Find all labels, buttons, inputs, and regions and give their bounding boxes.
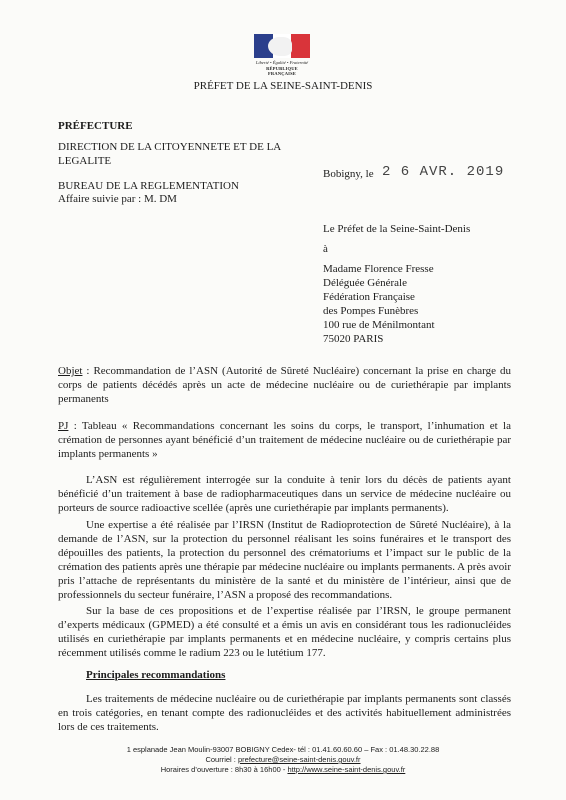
affaire-label: Affaire suivie par : <box>58 193 142 205</box>
footer <box>0 745 566 775</box>
section-title: Principales recommandations <box>86 669 226 681</box>
prefet-heading: PRÉFET DE LA SEINE-SAINT-DENIS <box>193 80 373 92</box>
body-paragraph-2: Une expertise a été réalisée par l’IRSN (Institut de Radioprotection de Sûreté Nucléaire), à la demande de l’ASN, sur la protection du personnel réalisant les soins funéraires et le transport des dépouilles des patients, la protection du personnel des crématoriums et l’impact sur le public de la crémation des patients après une thérapie par médecine nucléaire ou implants permanents. A près avoir pris l’attache de représentants du ministère de la santé et du ministère de l’intérieur, ainsi que de professionnels du secteur funéraire, l’ASN a proposé des recommandations. <box>58 519 511 601</box>
pj-text: : Tableau « Recommandations concernant les soins du corps, le transport, l’inhumation et la crémation de personnes ayant bénéficié d’un traitement de médecine nucléaire ou de curiethérapie par implants permanents » <box>58 420 511 460</box>
horaires-value: 8h30 à 16h00 - <box>234 765 286 774</box>
footer-courriel <box>0 755 566 765</box>
address-line: Fédération Française <box>323 291 415 303</box>
courriel-label: Courriel : <box>205 755 236 764</box>
tricolor-flag-icon <box>254 34 310 58</box>
objet-label: Objet <box>58 365 83 377</box>
section-paragraph: Les traitements de médecine nucléaire ou de curiethérapie par implants permanents sont classés en trois catégories, en tenant compte des radionucléides et des activités habituellement administrées lors de ces traitements. <box>58 693 511 733</box>
address-line: des Pompes Funèbres <box>323 305 419 317</box>
recipient-address <box>323 262 435 346</box>
marianne-logo <box>254 34 310 76</box>
horaires-label: Horaires d’ouverture : <box>160 765 233 774</box>
objet-paragraph <box>58 364 511 406</box>
address-line: Madame Florence Fresse <box>323 263 434 275</box>
a-line: à <box>323 243 328 255</box>
date-place: Bobigny, le <box>323 168 374 180</box>
republique-francaise-label: RÉPUBLIQUE FRANÇAISE <box>266 66 298 76</box>
address-line: Déléguée Générale <box>323 277 407 289</box>
website-link[interactable]: http://www.seine-saint-denis.gouv.fr <box>287 765 406 774</box>
footer-horaires <box>0 765 566 775</box>
bureau-label: BUREAU DE LA REGLEMENTATION <box>58 180 239 192</box>
objet-text: : Recommandation de l’ASN (Autorité de Sûreté Nucléaire) concernant la prise en charge du corps de patients décédés après un acte de médecine nucléaire ou de curiethérapie par implants permanents <box>58 365 511 405</box>
date-stamp: 2 6 AVR. 2019 <box>382 164 505 180</box>
prefecture-label: PRÉFECTURE <box>58 120 133 132</box>
address-line: 75020 PARIS <box>323 333 384 345</box>
affaire-suivie <box>58 192 177 206</box>
body-paragraph-1: L’ASN est régulièrement interrogée sur la conduite à tenir lors du décès de patients ayant bénéficié d’un traitement à base de radiopharmaceutiques dans un service de médecine nucléaire ou porteurs de source radioactive scellée (après une curiethérapie par implants permanents). <box>58 474 511 514</box>
direction-line2: LEGALITE <box>58 155 112 167</box>
affaire-value: M. DM <box>143 193 177 205</box>
from-line: Le Préfet de la Seine-Saint-Denis <box>323 223 471 235</box>
address-line: 100 rue de Ménilmontant <box>323 319 435 331</box>
footer-address: 1 esplanade Jean Moulin-93007 BOBIGNY Cedex- tél : 01.41.60.60.60 – Fax : 01.48.30.22.88 <box>126 745 440 754</box>
body-paragraph-3: Sur la base de ces propositions et de l’expertise réalisée par l’IRSN, le groupe permanent d’experts médicaux (GPMED) a été consulté et a émis un avis en considérant tous les radionucléides utilisés en curiethérapie par implants permanents et en médecine nucléaire, y compris certains plus récemment utilisés comme le radium 223 ou le lutétium 177. <box>58 605 511 659</box>
republic-motto: Liberté • Égalité • Fraternité <box>255 60 309 65</box>
pj-paragraph <box>58 419 511 461</box>
pj-label: PJ <box>58 420 69 432</box>
direction-line1: DIRECTION DE LA CITOYENNETE ET DE LA <box>58 141 282 153</box>
courriel-link[interactable]: prefecture@seine-saint-denis.gouv.fr <box>237 755 361 764</box>
